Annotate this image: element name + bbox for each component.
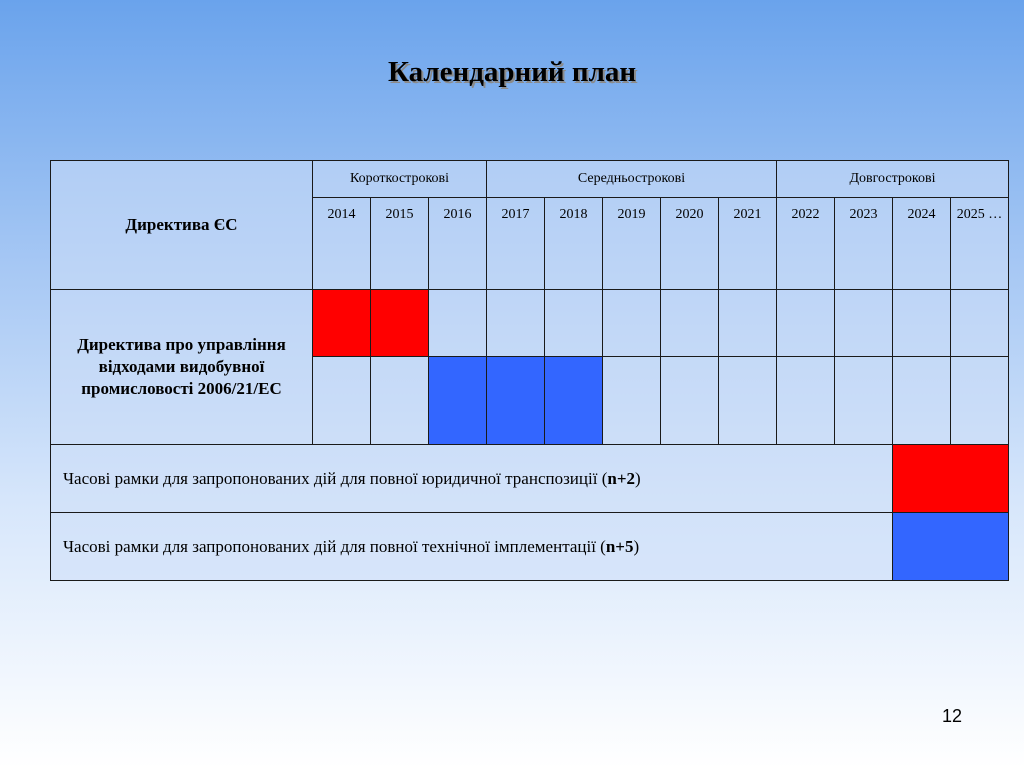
- technical-cell-2023: [835, 357, 893, 445]
- technical-cell-2016: [429, 357, 487, 445]
- legal-cell-2020: [661, 290, 719, 357]
- legal-cell-2016: [429, 290, 487, 357]
- directive-label: Директива про управління відходами видобувної промисловості 2006/21/ЕС: [51, 290, 313, 445]
- legend-legal-swatch: [893, 445, 1009, 513]
- legal-cell-2017: [487, 290, 545, 357]
- year-2018: 2018: [545, 198, 603, 290]
- legal-transposition-row: [51, 290, 1009, 357]
- calendar-plan-table: [50, 160, 1009, 581]
- legend-technical-row: [51, 513, 1009, 581]
- year-2015: 2015: [371, 198, 429, 290]
- year-2023: 2023: [835, 198, 893, 290]
- legend-legal-text: Часові рамки для запропонованих дій для повної юридичної транспозиції (n+2): [51, 445, 893, 513]
- year-2019: 2019: [603, 198, 661, 290]
- technical-cell-2015: [371, 357, 429, 445]
- legal-cell-2015: [371, 290, 429, 357]
- legal-cell-2022: [777, 290, 835, 357]
- technical-cell-2018: [545, 357, 603, 445]
- legal-cell-2021: [719, 290, 777, 357]
- technical-cell-2021: [719, 357, 777, 445]
- technical-cell-2022: [777, 357, 835, 445]
- technical-cell-2025: [951, 357, 1009, 445]
- legal-cell-2025: [951, 290, 1009, 357]
- legend-technical-swatch: [893, 513, 1009, 581]
- year-2020: 2020: [661, 198, 719, 290]
- technical-cell-2024: [893, 357, 951, 445]
- legal-cell-2018: [545, 290, 603, 357]
- group-medium-term: Середньострокові: [487, 161, 777, 198]
- legend-technical-text: Часові рамки для запропонованих дій для повної технічної імплементації (n+5): [51, 513, 893, 581]
- slide-title: Календарний план: [387, 56, 637, 88]
- group-short-term: Короткострокові: [313, 161, 487, 198]
- technical-cell-2020: [661, 357, 719, 445]
- legal-cell-2024: [893, 290, 951, 357]
- year-2022: 2022: [777, 198, 835, 290]
- technical-cell-2017: [487, 357, 545, 445]
- technical-cell-2019: [603, 357, 661, 445]
- legal-cell-2023: [835, 290, 893, 357]
- page-number: 12: [941, 706, 962, 726]
- legal-cell-2014: [313, 290, 371, 357]
- year-2024: 2024: [893, 198, 951, 290]
- technical-cell-2014: [313, 357, 371, 445]
- year-2014: 2014: [313, 198, 371, 290]
- legend-legal-row: [51, 445, 1009, 513]
- year-2021: 2021: [719, 198, 777, 290]
- legal-cell-2019: [603, 290, 661, 357]
- year-2016: 2016: [429, 198, 487, 290]
- directive-column-header: Директива ЄС: [51, 161, 313, 290]
- year-2017: 2017: [487, 198, 545, 290]
- year-2025: 2025 …: [951, 198, 1009, 290]
- group-long-term: Довгострокові: [777, 161, 1009, 198]
